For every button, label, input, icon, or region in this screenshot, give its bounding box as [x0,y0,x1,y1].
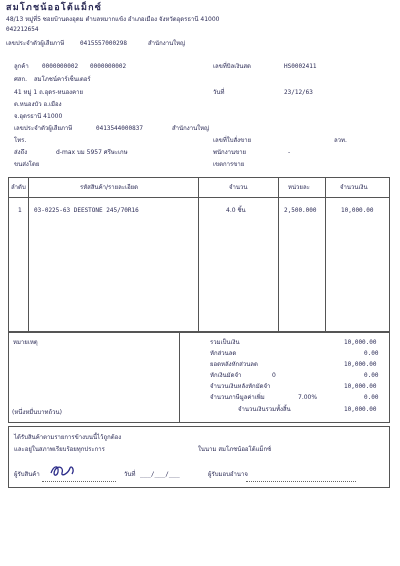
receiver-signature-icon [48,461,78,479]
doc-po-label: เลขที่ใบสั่งขาย [213,137,252,144]
summary-value-grand-total: 10,000.00 [344,406,377,413]
summary-extra-deposit: 0 [272,372,276,379]
customer-code-label: ลูกค้า [14,63,29,70]
summary-value-deposit: 0.00 [364,372,379,379]
amount-in-words: (หนึ่งหมื่นบาทถ้วน) [12,409,62,416]
summary-label-subtotal: รวมเป็นเงิน [210,339,240,346]
customer-name: สมโภชน์คาร์เซ็นเตอร์ [34,76,91,83]
row-amount: 10,000.00 [341,207,374,214]
summary-box [8,331,390,423]
remark-label: หมายเหตุ [13,339,38,346]
items-table [8,177,390,333]
terms-label: เขตการขาย [213,161,245,168]
summary-value-after-deposit: 10,000.00 [344,383,377,390]
customer-tel-label: โทร. [14,137,27,144]
customer-tax-label: เลขประจำตัวผู้เสียภาษี [14,125,73,132]
summary-label-discount: หักส่วนลด [210,350,237,357]
summary-value-discount: 0.00 [364,350,379,357]
receipt-note-1: ได้รับสินค้าตามรายการข้างบนนี้ไว้ถูกต้อง [14,434,122,441]
row-qty: 4.0 ชิ้น [226,207,246,214]
ship-label: ส่งถึง [14,149,28,156]
col-divider [198,177,199,333]
customer-tax-id: 0413544000837 [96,125,143,132]
doc-no-label: เลขที่บิลเงินสด [213,63,251,70]
col-divider [278,177,279,333]
customer-addr-3: จ.อุดรธานี 41000 [14,113,63,120]
summary-label-grand-total: จำนวนเงินรวมทั้งสิ้น [238,406,291,413]
doc-no: HS0002411 [284,63,317,70]
header-no: ลำดับ [11,184,26,191]
receive-date-label: วันที่ [124,471,136,478]
sales-label: พนักงานขาย [213,149,247,156]
receiver-signature-line [42,481,116,482]
summary-label-deposit: หักเงินมัดจำ [210,372,242,379]
summary-label-after-discount: ยอดหลังหักส่วนลด [210,361,258,368]
ship-value: d-max บม 5957 ศรีษะเกษ [56,149,128,156]
col-divider [325,177,326,333]
summary-value-vat: 0.00 [364,394,379,401]
company-tax-id: 0415557000298 [80,40,127,47]
company-address: 48/13 หมู่ที่5 ซอยบ้านดงอุดม ตำบลหมากแข้ง อำเภอเมือง จังหวัดอุดรธานี 41000 [6,16,220,23]
header-price: หน่วยละ [288,184,310,191]
authorizer-signature-line [246,481,356,482]
summary-value-after-discount: 10,000.00 [344,361,377,368]
row-no: 1 [18,207,22,214]
items-header-divider [8,197,390,198]
summary-value-subtotal: 10,000.00 [344,339,377,346]
company-tax-label: เลขประจำตัวผู้เสียภาษี [6,40,65,47]
customer-addr-2: ต.หนองบัว อ.เมือง [14,101,62,108]
summary-label-vat: จำนวนภาษีมูลค่าเพิ่ม [210,394,265,401]
header-amount: จำนวนเงิน [340,184,368,191]
receipt-note-2: และอยู่ในสภาพเรียบร้อยทุกประการ [14,446,105,453]
on-behalf-label: ในนาม สมโภชน้ออโต้แม็กซ์ [198,446,272,453]
customer-branch: สำนักงานใหญ่ [172,125,210,132]
sales-value: - [288,149,291,156]
summary-divider [179,331,180,423]
receive-date-blank: ___/___/___ [140,471,180,478]
authorizer-label: ผู้รับมอบอำนาจ [208,471,248,478]
receiver-label: ผู้รับสินค้า [14,471,40,478]
company-branch: สำนักงานใหญ่ [148,40,186,47]
header-desc: รหัสสินค้า/รายละเอียด [80,184,139,191]
col-divider [28,177,29,333]
doc-date-label: วันที่ [213,89,225,96]
customer-code: 0000000002 [42,63,79,70]
doc-credit-label: ลวท. [334,137,347,144]
summary-extra-vat: 7.00% [298,394,318,401]
customer-code-2: 0000000002 [90,63,127,70]
summary-label-after-deposit: จำนวนเงินหลังหักมัดจำ [210,383,271,390]
transport-label: ขนส่งโดย [14,161,40,168]
company-name: สมโภชน้ออโต้แม็กซ์ [6,3,103,13]
doc-date: 23/12/63 [284,89,313,96]
row-desc: 03-0225-63 DEESTONE 245/70R16 [34,207,139,214]
customer-name-label: ศสก. [14,76,28,83]
customer-addr-1: 41 หมู่ 1 ถ.อุดร-หนองคาย [14,89,83,96]
row-price: 2,500.000 [284,207,317,214]
company-phone: 042212654 [6,26,39,33]
header-qty: จำนวน [229,184,248,191]
